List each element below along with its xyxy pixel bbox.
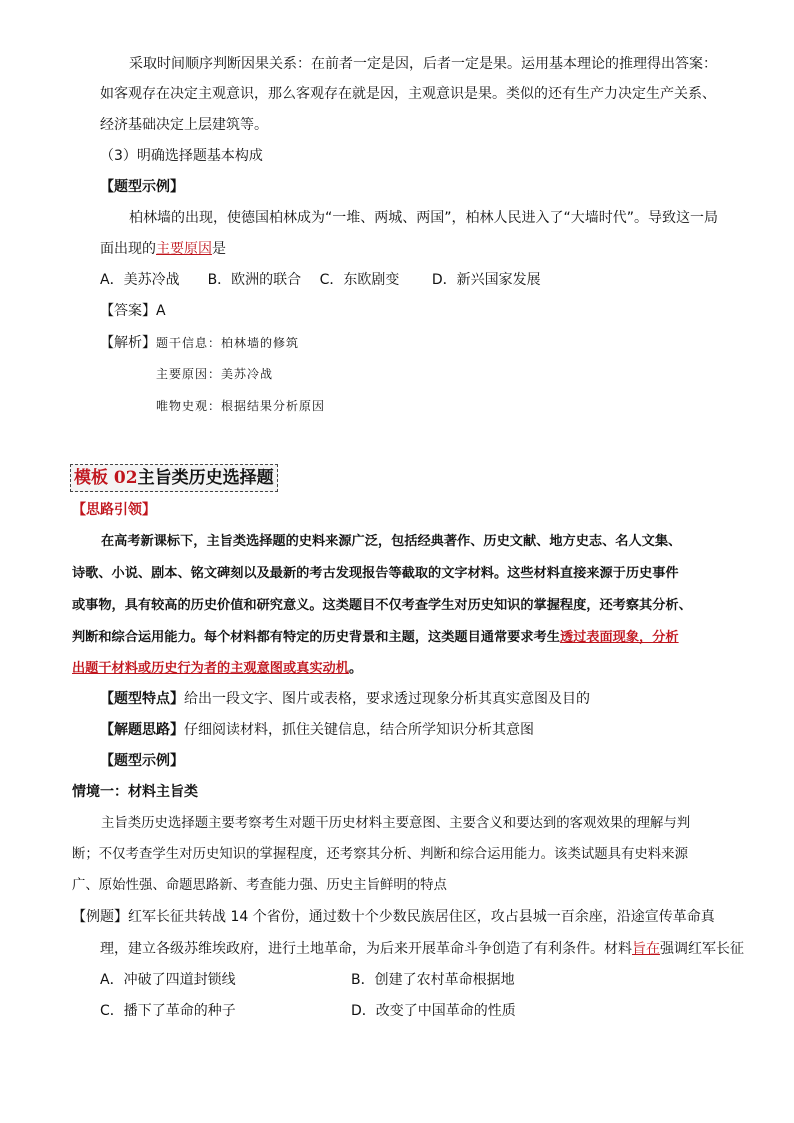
example-text: 强调红军长征 xyxy=(660,941,744,957)
key-phrase: 出题干材料或历史行为者的主观意图或真实动机 xyxy=(72,661,349,676)
example-line xyxy=(100,939,744,959)
question-text: 是 xyxy=(212,241,226,257)
paragraph-line: 或事物，具有较高的历史价值和研究意义。这类题目不仅考查学生对历史知识的掌握程度，还考察其分析、 xyxy=(72,598,692,613)
paragraph-text: 。 xyxy=(348,661,363,676)
key-phrase: 透过表面现象，分析 xyxy=(559,630,679,645)
example-label: 【题型示例】 xyxy=(100,753,184,769)
question-line xyxy=(100,239,226,259)
option-b: B．创建了农村革命根据地 xyxy=(351,972,515,988)
paragraph-line: 广、原始性强、命题思路新、考查能力强、历史主旨鲜明的特点 xyxy=(72,878,447,893)
key-phrase: 旨在 xyxy=(632,941,660,957)
option-c: C．播下了革命的种子 xyxy=(100,1003,236,1019)
title-text: 主旨类历史选择题 xyxy=(137,468,274,488)
paragraph-line: 采取时间顺序判断因果关系：在前者一定是因，后者一定是果。运用基本理论的推理得出答案： xyxy=(129,56,717,72)
answer-line: 【答案】A xyxy=(100,303,166,319)
question-text: 面出现的 xyxy=(100,241,156,257)
paragraph-line: 经济基础决定上层建筑等。 xyxy=(100,117,268,133)
guide-label: 【思路引领】 xyxy=(72,502,156,518)
example-text: 红军长征共转战 14 个省份，通过数十个少数民族居住区，攻占县城一百余座，沿途宣传革命真 xyxy=(128,909,715,925)
feature-line xyxy=(100,689,590,709)
paragraph-line: 诗歌、小说、剧本、铭文碑刻以及最新的考古发现报告等截取的文字材料。这些材料直接来源于历史事件 xyxy=(72,566,679,581)
paragraph-line: 断；不仅考查学生对历史知识的掌握程度，还考察其分析、判断和综合运用能力。该类试题具有史料来源 xyxy=(72,847,688,862)
paragraph-line xyxy=(72,659,362,679)
example-label: 【例题】 xyxy=(72,909,128,925)
approach-text: 仔细阅读材料，抓住关键信息，结合所学知识分析其意图 xyxy=(184,722,534,738)
option-a: A．冲破了四道封锁线 xyxy=(100,972,236,988)
key-phrase: 主要原因 xyxy=(156,241,212,257)
paragraph-line: 在高考新课标下，主旨类选择题的史料来源广泛，包括经典著作、历史文献、地方史志、名人文集、 xyxy=(101,534,682,549)
example-line xyxy=(72,907,715,927)
example-label: 【题型示例】 xyxy=(100,179,184,195)
section-title xyxy=(70,464,278,492)
example-text: 理，建立各级苏维埃政府，进行土地革命，为后来开展革命斗争创造了有利条件。材料 xyxy=(100,941,632,957)
approach-line xyxy=(100,720,534,740)
analysis-line: 唯物史观：根据结果分析原因 xyxy=(156,399,326,413)
paragraph-line: 主旨类历史选择题主要考察考生对题干历史材料主要意图、主要含义和要达到的客观效果的理解与判 xyxy=(101,816,691,831)
analysis-text: 题干信息：柏林墙的修筑 xyxy=(156,336,300,350)
analysis-label: 【解析】 xyxy=(100,335,156,351)
feature-label: 【题型特点】 xyxy=(100,691,184,707)
paragraph-line: 如客观存在决定主观意识，那么客观存在就是因，主观意识是果。类似的还有生产力决定生产关系、 xyxy=(100,86,716,102)
subheading: （3）明确选择题基本构成 xyxy=(100,148,263,164)
paragraph-line xyxy=(72,628,679,648)
analysis-line xyxy=(100,333,299,353)
feature-text: 给出一段文字、图片或表格，要求透过现象分析其真实意图及目的 xyxy=(184,691,590,707)
option-d: D．改变了中国革命的性质 xyxy=(351,1003,516,1019)
question-line: 柏林墙的出现，使德国柏林成为“一堆、两城、两国”，柏林人民进入了“大墙时代”。导致这一局 xyxy=(129,210,719,226)
approach-label: 【解题思路】 xyxy=(100,722,184,738)
title-prefix: 模板 xyxy=(74,468,114,488)
analysis-line: 主要原因：美苏冷战 xyxy=(156,367,274,381)
paragraph-text: 判断和综合运用能力。每个材料都有特定的历史背景和主题，这类题目通常要求考生 xyxy=(72,630,560,645)
title-number: 02 xyxy=(113,468,138,488)
answer-options: A．美苏冷战 B．欧洲的联合 C．东欧剧变 D．新兴国家发展 xyxy=(100,272,541,288)
scenario-heading: 情境一：材料主旨类 xyxy=(72,784,198,800)
